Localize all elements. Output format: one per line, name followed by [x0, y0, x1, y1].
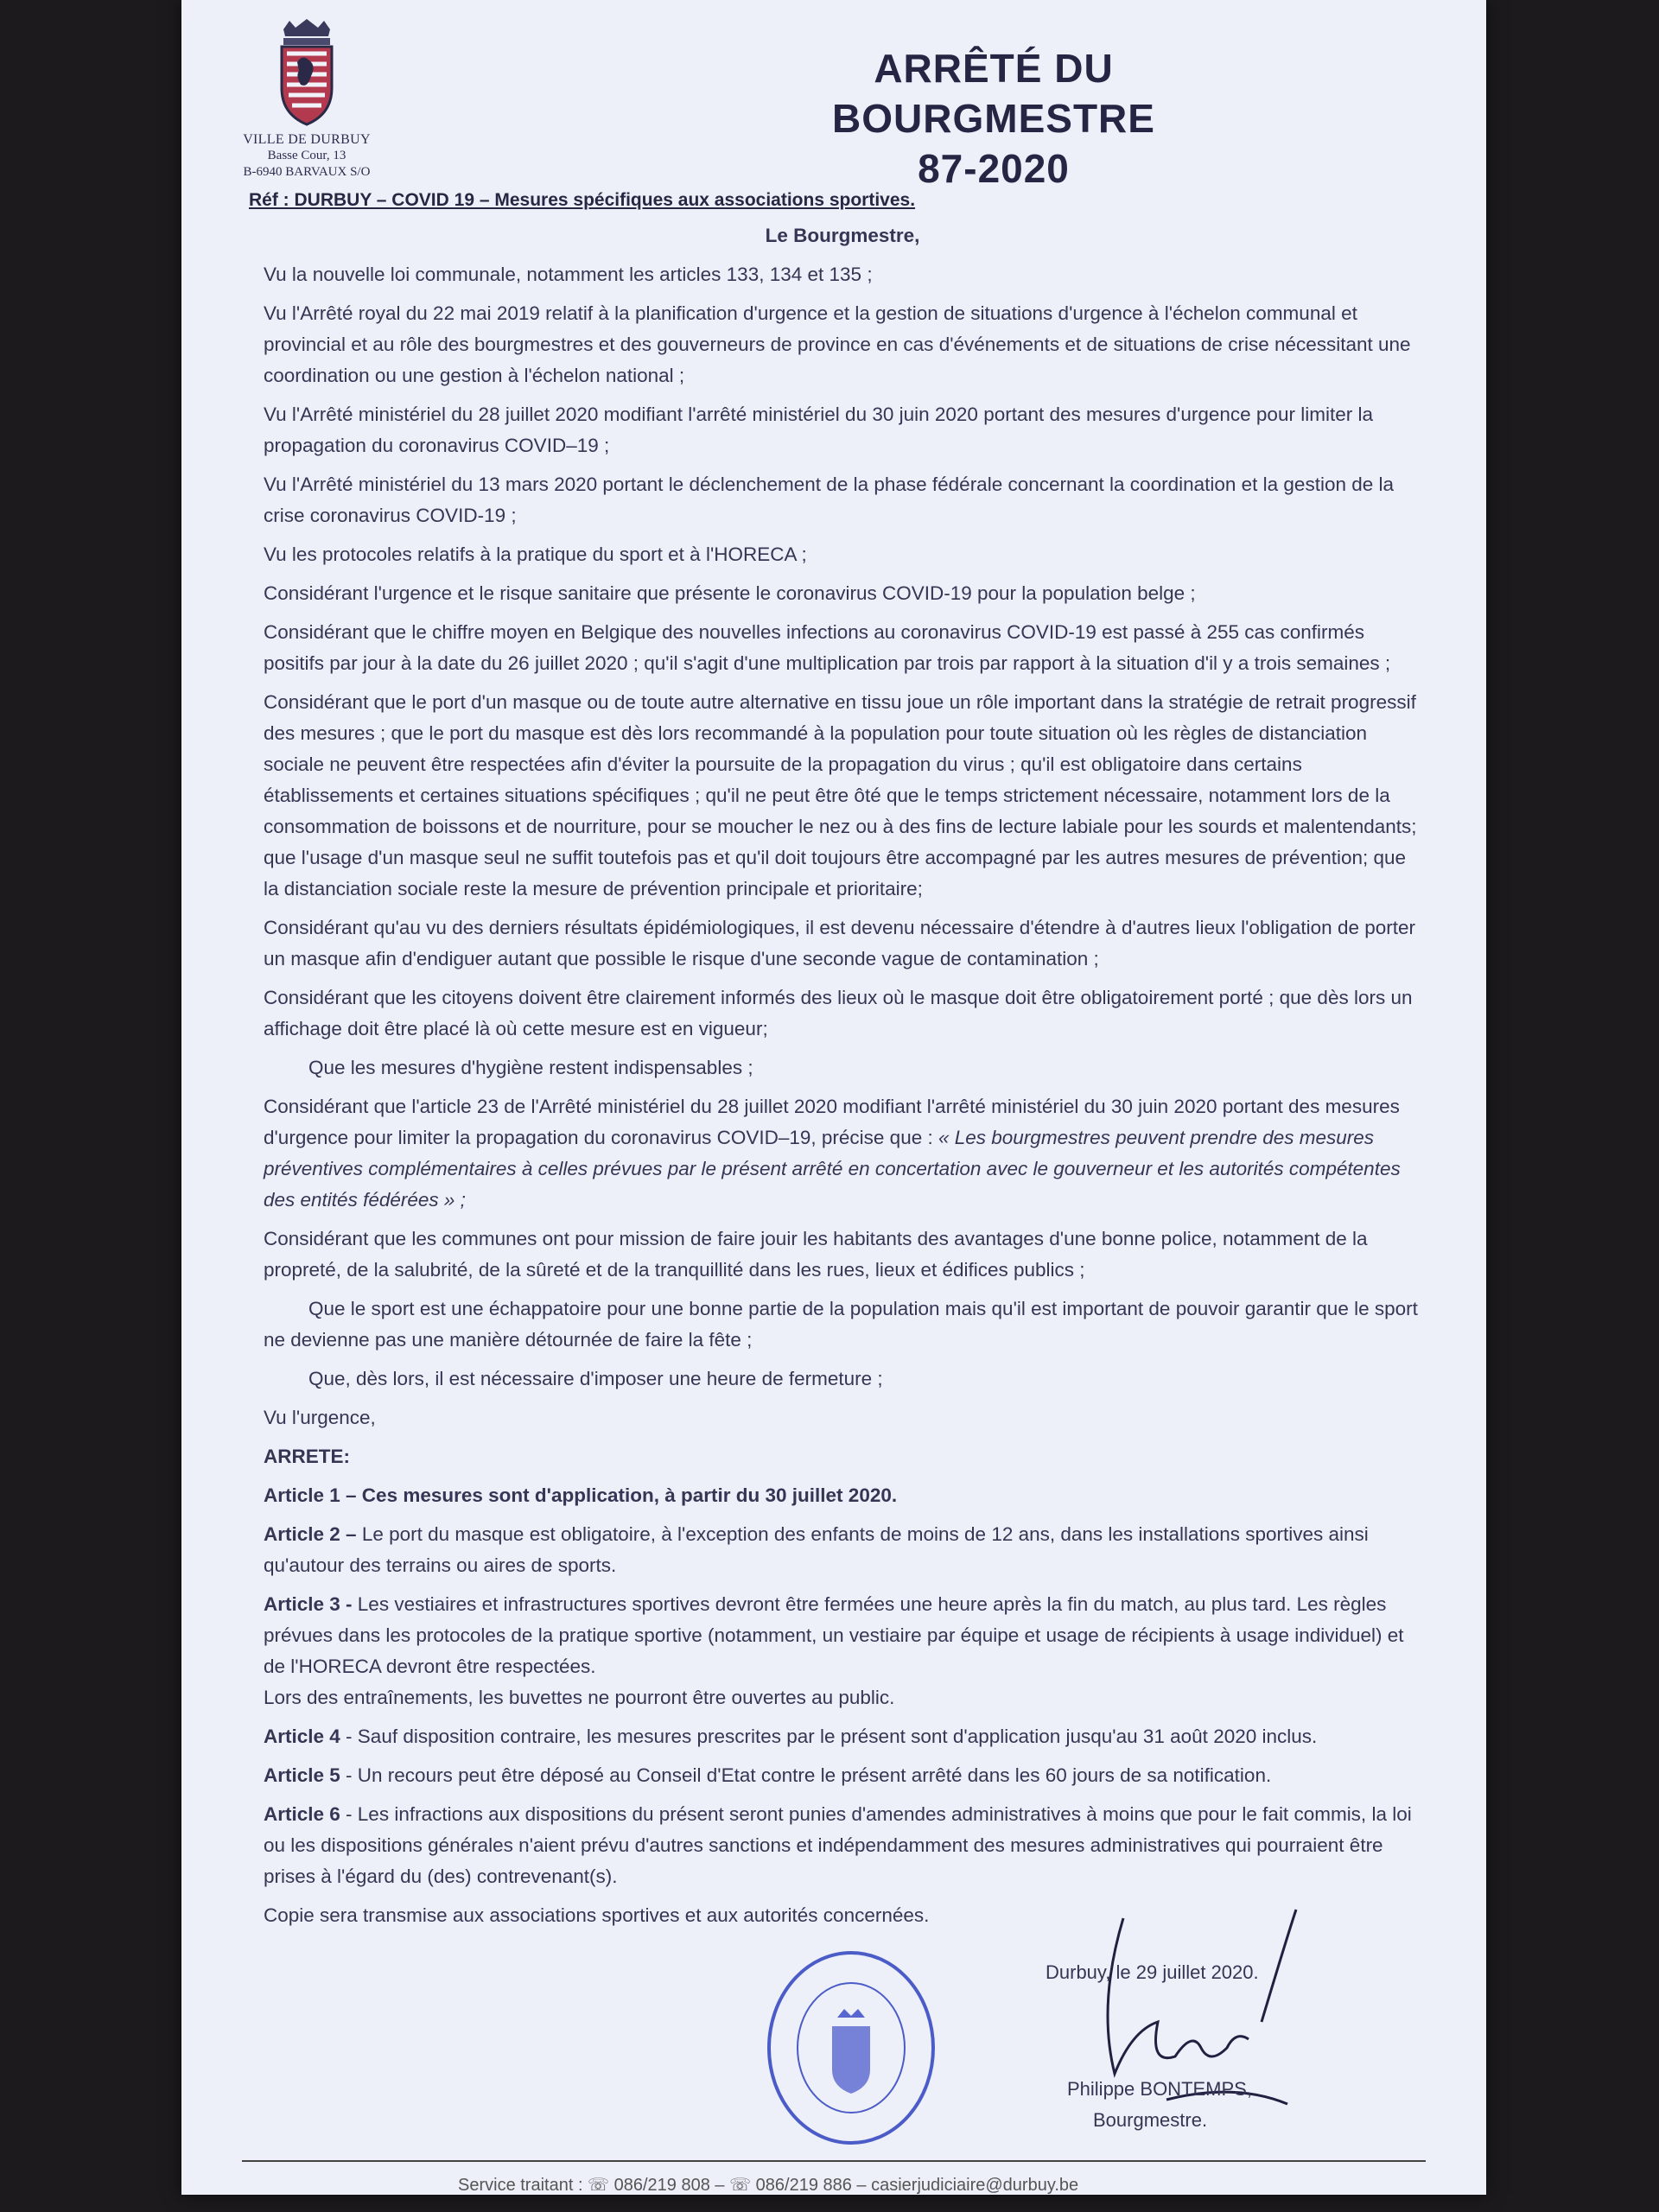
paragraph: Considérant que les citoyens doivent être clairement informés des lieux où le masque doit être obligatoirement porté ; que dès lors un affichage doit être placé là où cette mesure est en vigueur; [264, 987, 1413, 1039]
closing-line: Copie sera transmise aux associations sportives et aux autorités concernées. [264, 1904, 930, 1926]
signer [1067, 2074, 1252, 2136]
paragraph: Vu l'Arrêté royal du 22 mai 2019 relatif à la planification d'urgence et la gestion de situations d'urgence à l'échelon communal et provincial et au rôle des bourgmestres et des gouverneurs de province en cas d'événements et de situations de crise nécessitant une coordination ou une gestion à l'échelon national ; [264, 302, 1411, 386]
article-2 [264, 1519, 1421, 1581]
title-line-2: 87-2020 [918, 146, 1070, 191]
coat-of-arms-icon [276, 19, 337, 131]
paragraph: Vu la nouvelle loi communale, notamment les articles 133, 134 et 135 ; [264, 264, 873, 285]
paragraph: Considérant que le chiffre moyen en Belgique des nouvelles infections au coronavirus COVID-19 est passé à 255 cas confirmés positifs par jour à la date du 26 juillet 2020 ; qu'il s'agit d'une multiplication par trois par rapport à la situation d'il y a trois semaines ; [264, 621, 1391, 674]
article-4 [264, 1721, 1421, 1752]
document-page [181, 0, 1486, 2195]
paragraph-quote [264, 1091, 1421, 1216]
paragraph-text: Considérant que l'article 23 de l'Arrêté ministériel du 28 juillet 2020 modifiant l'arrêté ministériel du 30 juin 2020 portant des mesures d'urgence pour limiter la propagation du coronavirus COVID–19, précise que : [264, 1096, 1400, 1148]
article-1: Article 1 – Ces mesures sont d'application, à partir du 30 juillet 2020. [264, 1484, 898, 1506]
article-text: - Sauf disposition contraire, les mesures prescrites par le présent sont d'application jusqu'au 31 août 2020 inclus. [340, 1726, 1318, 1747]
quote-text: « Les bourgmestres peuvent prendre des mesures préventives complémentaires à celles prévues par le présent arrêté en concertation avec le gouverneur et les autorités compétentes des entités fédérées » ; [264, 1127, 1401, 1211]
footer-contact: Service traitant : ☏ 086/219 808 – ☏ 086/219 886 – casierjudiciaire@durbuy.be [458, 2176, 1079, 2195]
article-text: Les vestiaires et infrastructures sportives devront être fermées une heure après la fin du match, au plus tard. Les règles prévues dans les protocoles de la pratique sportive (notamment, un vestiaire par équipe et usage de récipients à usage individuel) et de l'HORECA devront être respectées. [264, 1593, 1404, 1677]
paragraph: Que, dès lors, il est nécessaire d'imposer une heure de fermeture ; [308, 1368, 883, 1389]
paragraph: Vu l'Arrêté ministériel du 28 juillet 2020 modifiant l'arrêté ministériel du 30 juin 2020 portant des mesures d'urgence pour limiter la propagation du coronavirus COVID–19 ; [264, 404, 1373, 456]
town-address [242, 131, 372, 181]
document-body [264, 220, 1421, 1939]
paragraph: Que les mesures d'hygiène restent indispensables ; [308, 1057, 753, 1078]
place-date: Durbuy, le 29 juillet 2020. [1046, 1961, 1259, 1983]
addressee: Le Bourgmestre, [765, 225, 920, 246]
article-6 [264, 1799, 1421, 1892]
signer-role: Bourgmestre. [1093, 2109, 1208, 2131]
article-label: Article 5 [264, 1764, 340, 1786]
town-street: Basse Cour, 13 [267, 149, 346, 162]
paragraph: Vu l'Arrêté ministériel du 13 mars 2020 portant le déclenchement de la phase fédérale concernant la coordination et la gestion de la crise coronavirus COVID-19 ; [264, 474, 1395, 526]
signer-name: Philippe BONTEMPS, [1067, 2078, 1252, 2100]
paragraph: Considérant que les communes ont pour mission de faire jouir les habitants des avantages d'une bonne police, notamment de la propreté, de la salubrité, de la sûreté et de la tranquillité dans les rues, lieux et édifices publics ; [264, 1228, 1368, 1281]
arrete-heading: ARRETE: [264, 1446, 350, 1467]
title-line-1: ARRÊTÉ DU BOURGMESTRE [832, 46, 1155, 141]
article-label: Article 4 [264, 1726, 340, 1747]
reference-line: Réf : DURBUY – COVID 19 – Mesures spécifiques aux associations sportives. [249, 190, 916, 210]
paragraph: Considérant l'urgence et le risque sanitaire que présente le coronavirus COVID-19 pour la population belge ; [264, 582, 1196, 604]
article-label: Article 3 - [264, 1593, 353, 1615]
article-text: - Les infractions aux dispositions du présent seront punies d'amendes administratives à moins que pour le fait commis, la loi ou les dispositions générales n'aient prévu d'autres sanctions et indépendamment des mesures administratives qui pourraient être prises à l'égard du (des) contrevenant(s). [264, 1803, 1412, 1887]
paragraph: Vu les protocoles relatifs à la pratique du sport et à l'HORECA ; [264, 543, 807, 565]
article-3-extra: Lors des entraînements, les buvettes ne pourront être ouvertes au public. [264, 1687, 895, 1708]
article-text: - Un recours peut être déposé au Conseil d'Etat contre le présent arrêté dans les 60 jours de sa notification. [340, 1764, 1272, 1786]
article-text: Le port du masque est obligatoire, à l'exception des enfants de moins de 12 ans, dans les installations sportives ainsi qu'autour des terrains ou aires de sports. [264, 1523, 1369, 1576]
paragraph: Que le sport est une échappatoire pour une bonne partie de la population mais qu'il est important de pouvoir garantir que le sport ne devienne pas une manière détournée de faire la fête ; [264, 1298, 1418, 1351]
town-postcode: B-6940 BARVAUX S/O [243, 165, 371, 179]
article-label: Article 2 – [264, 1523, 357, 1545]
footer-divider [242, 2160, 1426, 2162]
article-3 [264, 1589, 1421, 1682]
official-stamp-icon [765, 1948, 938, 2147]
town-name: VILLE DE DURBUY [243, 132, 371, 147]
article-5 [264, 1760, 1421, 1791]
paragraph: Vu l'urgence, [264, 1407, 376, 1428]
paragraph: Considérant qu'au vu des derniers résultats épidémiologiques, il est devenu nécessaire d'étendre à d'autres lieux l'obligation de porter un masque afin d'endiguer autant que possible le risque d'une seconde vague de contamination ; [264, 917, 1415, 969]
paragraph: Considérant que le port d'un masque ou de toute autre alternative en tissu joue un rôle important dans la stratégie de retrait progressif des mesures ; que le port du masque est dès lors recommandé à la population pour toute situation où les règles de distanciation sociale ne peuvent être respectées afin d'éviter la poursuite de la propagation du virus ; qu'il est obligatoire dans certains établissements et certaines situations spécifiques ; qu'il ne peut être ôté que le temps strictement nécessaire, notamment lors de la consommation de boissons et de nourriture, pour se moucher le nez ou à des fins de lecture labiale pour les sourds et malentendants; que l'usage d'un masque seul ne suffit toutefois pas et qu'il doit toujours être accompagné par les autres mesures de prévention; que la distanciation sociale reste la mesure de prévention principale et prioritaire; [264, 691, 1417, 899]
signature-block [1046, 1901, 1374, 2160]
document-title [778, 43, 1210, 194]
article-label: Article 6 [264, 1803, 340, 1825]
